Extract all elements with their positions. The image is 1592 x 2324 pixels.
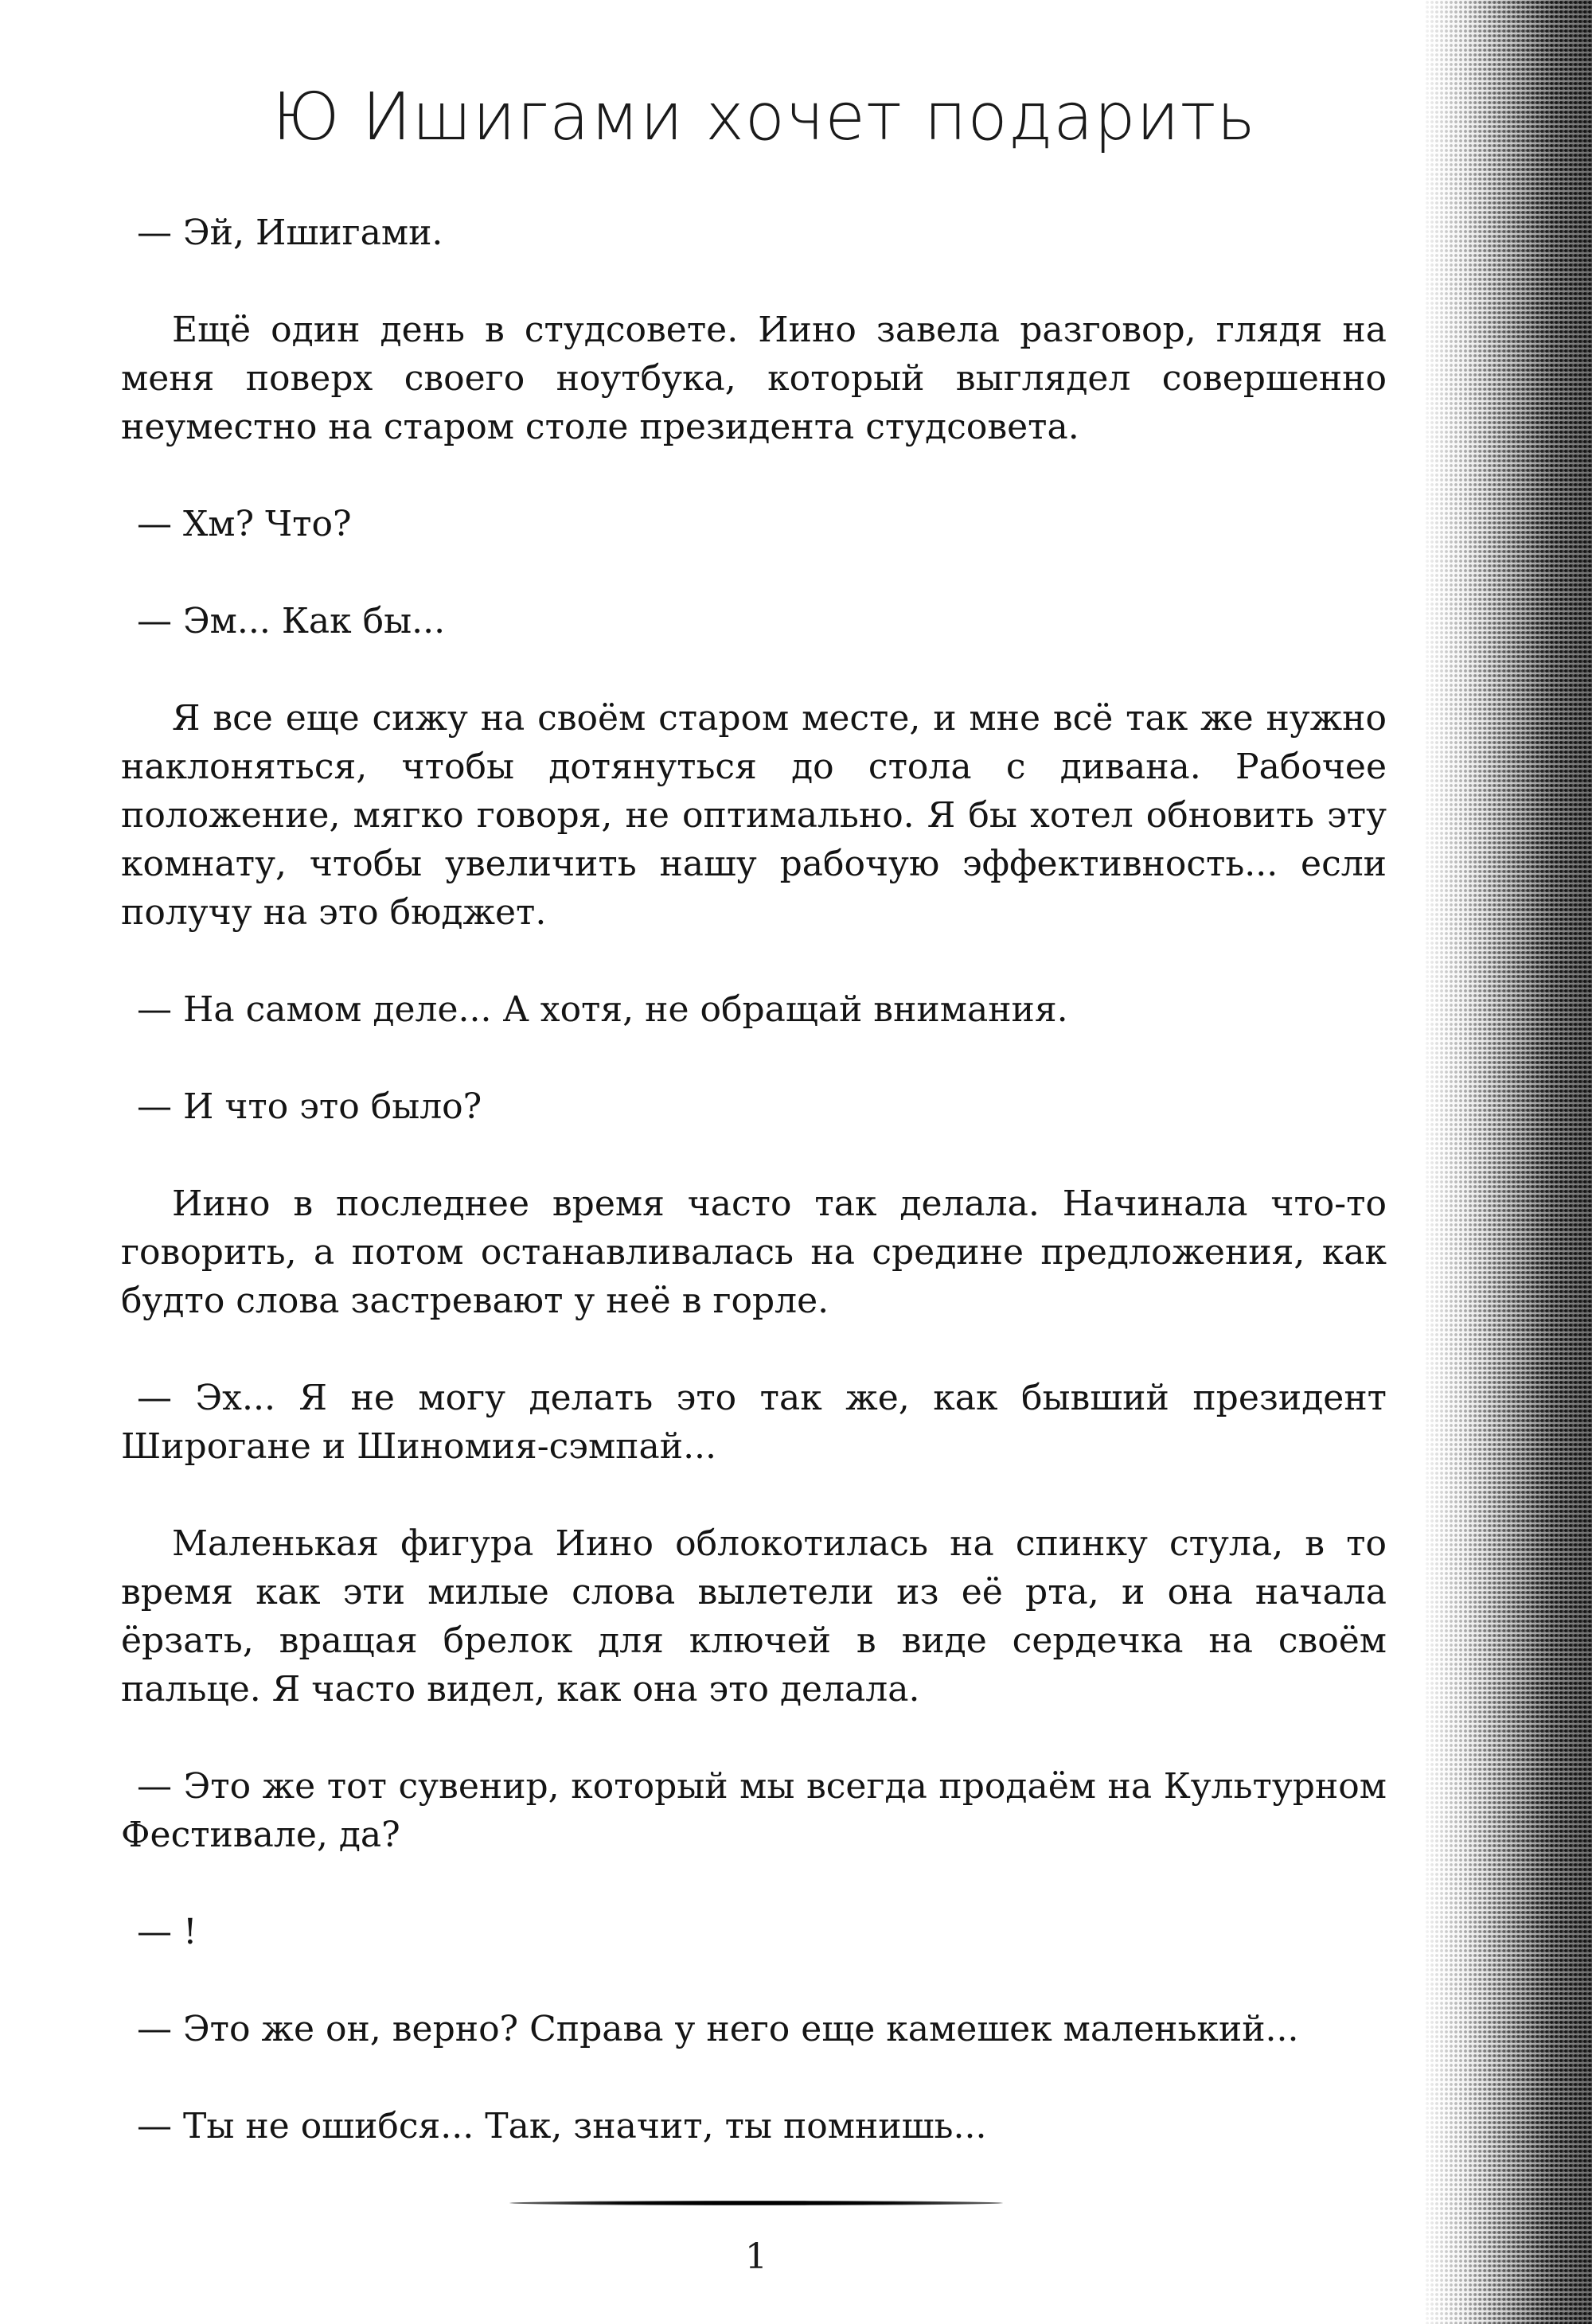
footer-divider [509, 2201, 1003, 2205]
chapter-body [121, 209, 1387, 2150]
page-number: 1 [745, 2236, 767, 2277]
chapter-title: Ю Ишигами хочет подарить [272, 80, 1256, 155]
paragraph-dialog: — И что это было? [137, 1086, 482, 1127]
paragraph-dialog: — На самом деле... А хотя, не обращай внимания. [137, 989, 1068, 1030]
paragraph-dialog: — Эх... Я не могу делать это так же, как бывший президент Широгане и Шиномия-сэмпай... [121, 1378, 1387, 1467]
paragraph-dialog: — ! [137, 1912, 197, 1952]
paragraph-dialog: — Эй, Ишигами. [137, 213, 443, 253]
paragraph-dialog: — Хм? Что? [137, 504, 352, 544]
paragraph-narration: Иино в последнее время часто так делала. Начинала что-то говорить, а потом останавливалась на средине предложения, как будто слова застревают у неё в горле. [121, 1183, 1387, 1321]
paragraph-dialog: — Ты не ошибся... Так, значит, ты помнишь... [137, 2106, 987, 2147]
paragraph-dialog: — Эм... Как бы... [137, 601, 446, 641]
paragraph-dialog: — Это же тот сувенир, который мы всегда продаём на Культурном Фестивале, да? [121, 1766, 1387, 1855]
paragraph-narration: Я все еще сижу на своём старом месте, и мне всё так же нужно наклоняться, чтобы дотянуться до стола с дивана. Рабочее положение, мягко говоря, не оптимально. Я бы хотел обновить эту комнату, чтобы увеличить нашу рабочую эффективность... если получу на это бюджет. [121, 698, 1387, 933]
paragraph-dialog: — Это же он, верно? Справа у него еще камешек маленький... [137, 2009, 1299, 2049]
paragraph-narration: Маленькая фигура Иино облокотилась на спинку стула, в то время как эти милые слова вылетели из её рта, и она начала ёрзать, вращая брелок для ключей в виде сердечка на своём пальце. Я часто видел, как она это делала. [121, 1523, 1387, 1710]
paragraph-narration: Ещё один день в студсовете. Иино завела разговор, глядя на меня поверх своего ноутбука, который выглядел совершенно неуместно на старом столе президента студсовета. [121, 310, 1387, 447]
halftone-edge-dots [1465, 0, 1592, 2324]
